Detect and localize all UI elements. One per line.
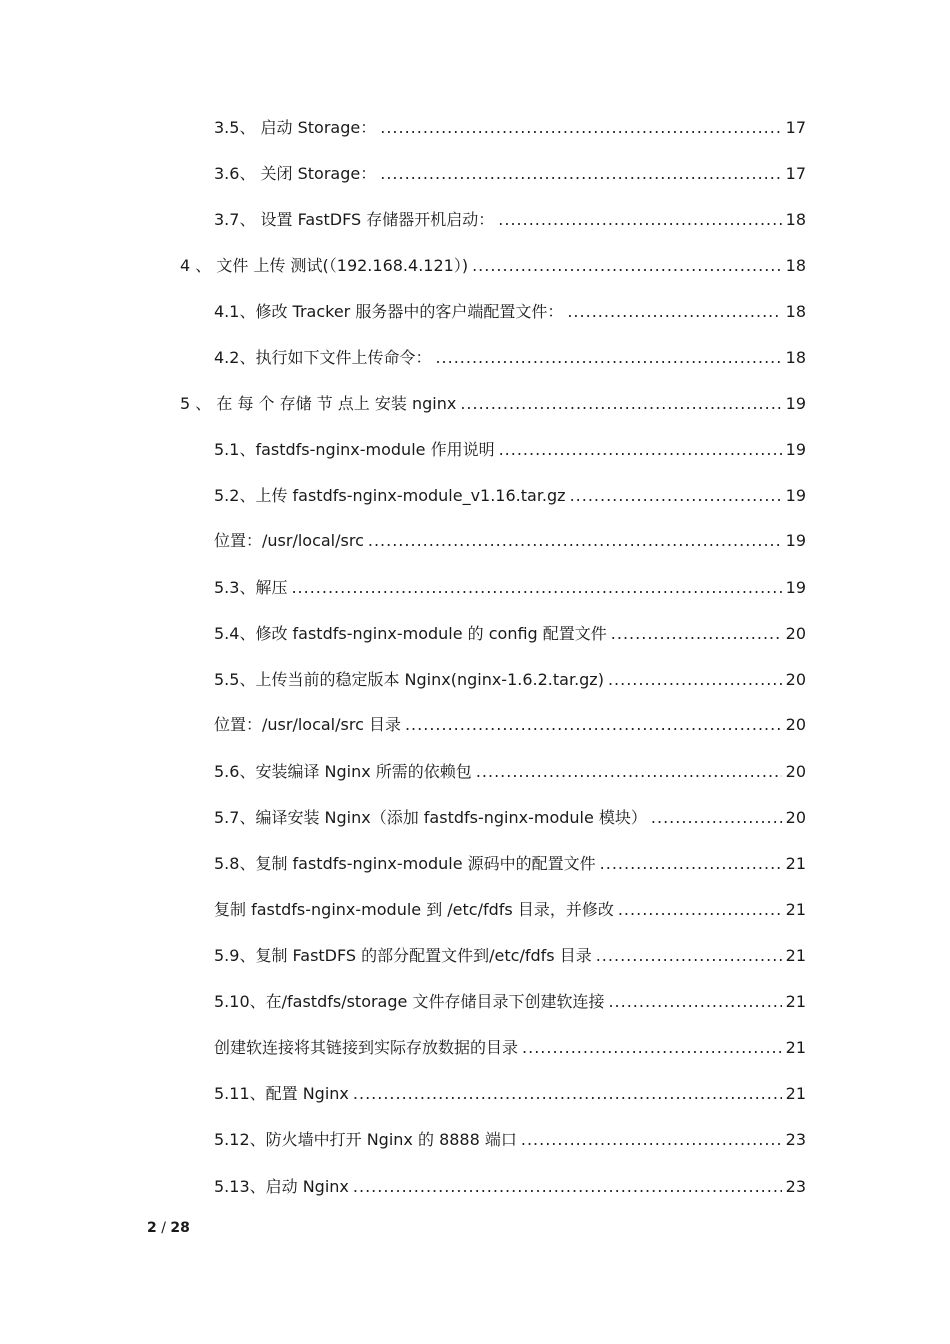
toc-entry-page: 20	[785, 808, 806, 827]
toc-entry-3-6[interactable]	[214, 162, 806, 186]
toc-entry-page: 20	[785, 762, 806, 781]
toc-entry-page: 21	[785, 1084, 806, 1103]
toc-entry-3-5[interactable]	[214, 116, 806, 140]
toc-leader-dots	[611, 622, 782, 646]
toc-entry-5-2-location[interactable]	[214, 529, 806, 553]
toc-entry-title: 3.6、 关闭 Storage：	[214, 164, 377, 183]
toc-entry-page: 21	[785, 992, 806, 1011]
toc-entry-title: 5.12、防火墙中打开 Nginx 的 8888 端口	[214, 1130, 517, 1149]
toc-leader-dots	[380, 116, 782, 140]
toc-entry-page: 21	[785, 854, 806, 873]
toc-entry-5-10[interactable]	[214, 990, 806, 1014]
toc-entry-page: 21	[785, 900, 806, 919]
toc-entry-page: 19	[785, 486, 806, 505]
toc-leader-dots	[570, 484, 782, 508]
toc-entry-page: 20	[785, 670, 806, 689]
toc-entry-title: 4 、 文件 上传 测试(（192.168.4.121）)	[180, 256, 469, 275]
toc-entry-title: 5.8、复制 fastdfs-nginx-module 源码中的配置文件	[214, 854, 596, 873]
toc-leader-dots	[498, 208, 782, 232]
toc-entry-page: 18	[785, 210, 806, 229]
toc-entry-page: 17	[785, 118, 806, 137]
toc-leader-dots	[651, 806, 782, 830]
toc-leader-dots	[476, 760, 782, 784]
toc-entry-5-1[interactable]	[214, 438, 806, 462]
toc-entry-page: 19	[785, 578, 806, 597]
toc-entry-page: 21	[785, 946, 806, 965]
toc-leader-dots	[353, 1175, 782, 1199]
toc-entry-page: 17	[785, 164, 806, 183]
toc-leader-dots	[380, 162, 782, 186]
toc-leader-dots	[499, 438, 782, 462]
toc-entry-5-3[interactable]	[214, 576, 806, 600]
toc-entry-title: 4.2、执行如下文件上传命令：	[214, 348, 432, 367]
page-footer	[147, 1220, 190, 1236]
toc-entry-5-12[interactable]	[214, 1128, 806, 1152]
toc-entry-title: 3.7、 设置 FastDFS 存储器开机启动：	[214, 210, 495, 229]
toc-entry-title: 5.13、启动 Nginx	[214, 1177, 349, 1196]
toc-entry-title: 5.4、修改 fastdfs-nginx-module 的 config 配置文件	[214, 624, 607, 643]
toc-entry-5-4[interactable]	[214, 622, 806, 646]
toc-entry-5-8-copy[interactable]	[214, 898, 806, 922]
toc-entry-page: 21	[785, 1038, 806, 1057]
toc-entry-5-11[interactable]	[214, 1082, 806, 1106]
toc-entry-title: 位置：/usr/local/src	[214, 531, 364, 550]
toc-entry-5-10-link[interactable]	[214, 1036, 806, 1060]
toc-leader-dots	[567, 300, 782, 324]
current-page-number: 2	[147, 1220, 157, 1236]
toc-leader-dots	[435, 346, 782, 370]
toc-entry-page: 19	[785, 394, 806, 413]
toc-entry-title: 5.10、在/fastdfs/storage 文件存储目录下创建软连接	[214, 992, 605, 1011]
toc-entry-page: 18	[785, 256, 806, 275]
toc-entry-3-7[interactable]	[214, 208, 806, 232]
toc-entry-5-6[interactable]	[214, 760, 806, 784]
toc-entry-title: 5.11、配置 Nginx	[214, 1084, 349, 1103]
toc-leader-dots	[596, 944, 782, 968]
toc-leader-dots	[368, 529, 782, 553]
toc-leader-dots	[353, 1082, 782, 1106]
toc-entry-page: 23	[785, 1130, 806, 1149]
toc-entry-page: 20	[785, 715, 806, 734]
total-pages-number: 28	[170, 1220, 190, 1236]
toc-entry-title: 5.1、fastdfs-nginx-module 作用说明	[214, 440, 495, 459]
toc-entry-title: 5.7、编译安装 Nginx（添加 fastdfs-nginx-module 模块）	[214, 808, 647, 827]
toc-entry-5-5[interactable]	[214, 668, 806, 692]
toc-entry-title: 5 、 在 每 个 存储 节 点上 安装 nginx	[180, 394, 457, 413]
toc-entry-4[interactable]	[180, 254, 806, 278]
page-separator: /	[161, 1220, 166, 1236]
toc-entry-5-2[interactable]	[214, 484, 806, 508]
toc-entry-5-9[interactable]	[214, 944, 806, 968]
toc-entry-page: 19	[785, 531, 806, 550]
toc-entry-5[interactable]	[180, 392, 806, 416]
toc-entry-5-8[interactable]	[214, 852, 806, 876]
toc-entry-title: 3.5、 启动 Storage：	[214, 118, 377, 137]
toc-leader-dots	[460, 392, 782, 416]
toc-leader-dots	[405, 713, 782, 737]
toc-entry-page: 20	[785, 624, 806, 643]
toc-entry-5-7[interactable]	[214, 806, 806, 830]
toc-entry-page: 23	[785, 1177, 806, 1196]
toc-entry-title: 5.3、解压	[214, 578, 288, 597]
toc-entry-title: 4.1、修改 Tracker 服务器中的客户端配置文件：	[214, 302, 564, 321]
toc-leader-dots	[618, 898, 782, 922]
toc-leader-dots	[600, 852, 782, 876]
toc-entry-4-2[interactable]	[214, 346, 806, 370]
toc-leader-dots	[472, 254, 782, 278]
toc-entry-page: 18	[785, 302, 806, 321]
toc-leader-dots	[608, 990, 782, 1014]
toc-entry-title: 复制 fastdfs-nginx-module 到 /etc/fdfs 目录，并修改	[214, 900, 614, 919]
toc-entry-title: 位置：/usr/local/src 目录	[214, 715, 401, 734]
toc-entry-title: 5.2、上传 fastdfs-nginx-module_v1.16.tar.gz	[214, 486, 566, 505]
toc-entry-title: 5.5、上传当前的稳定版本 Nginx(nginx-1.6.2.tar.gz)	[214, 670, 604, 689]
toc-entry-title: 5.9、复制 FastDFS 的部分配置文件到/etc/fdfs 目录	[214, 946, 592, 965]
toc-leader-dots	[521, 1128, 782, 1152]
toc-leader-dots	[608, 668, 782, 692]
toc-leader-dots	[522, 1036, 782, 1060]
toc-entry-page: 19	[785, 440, 806, 459]
toc-entry-5-5-location[interactable]	[214, 713, 806, 737]
toc-entry-5-13[interactable]	[214, 1175, 806, 1199]
toc-entry-page: 18	[785, 348, 806, 367]
toc-entry-title: 5.6、安装编译 Nginx 所需的依赖包	[214, 762, 472, 781]
toc-entry-title: 创建软连接将其链接到实际存放数据的目录	[214, 1038, 519, 1057]
toc-leader-dots	[291, 576, 782, 600]
toc-entry-4-1[interactable]	[214, 300, 806, 324]
